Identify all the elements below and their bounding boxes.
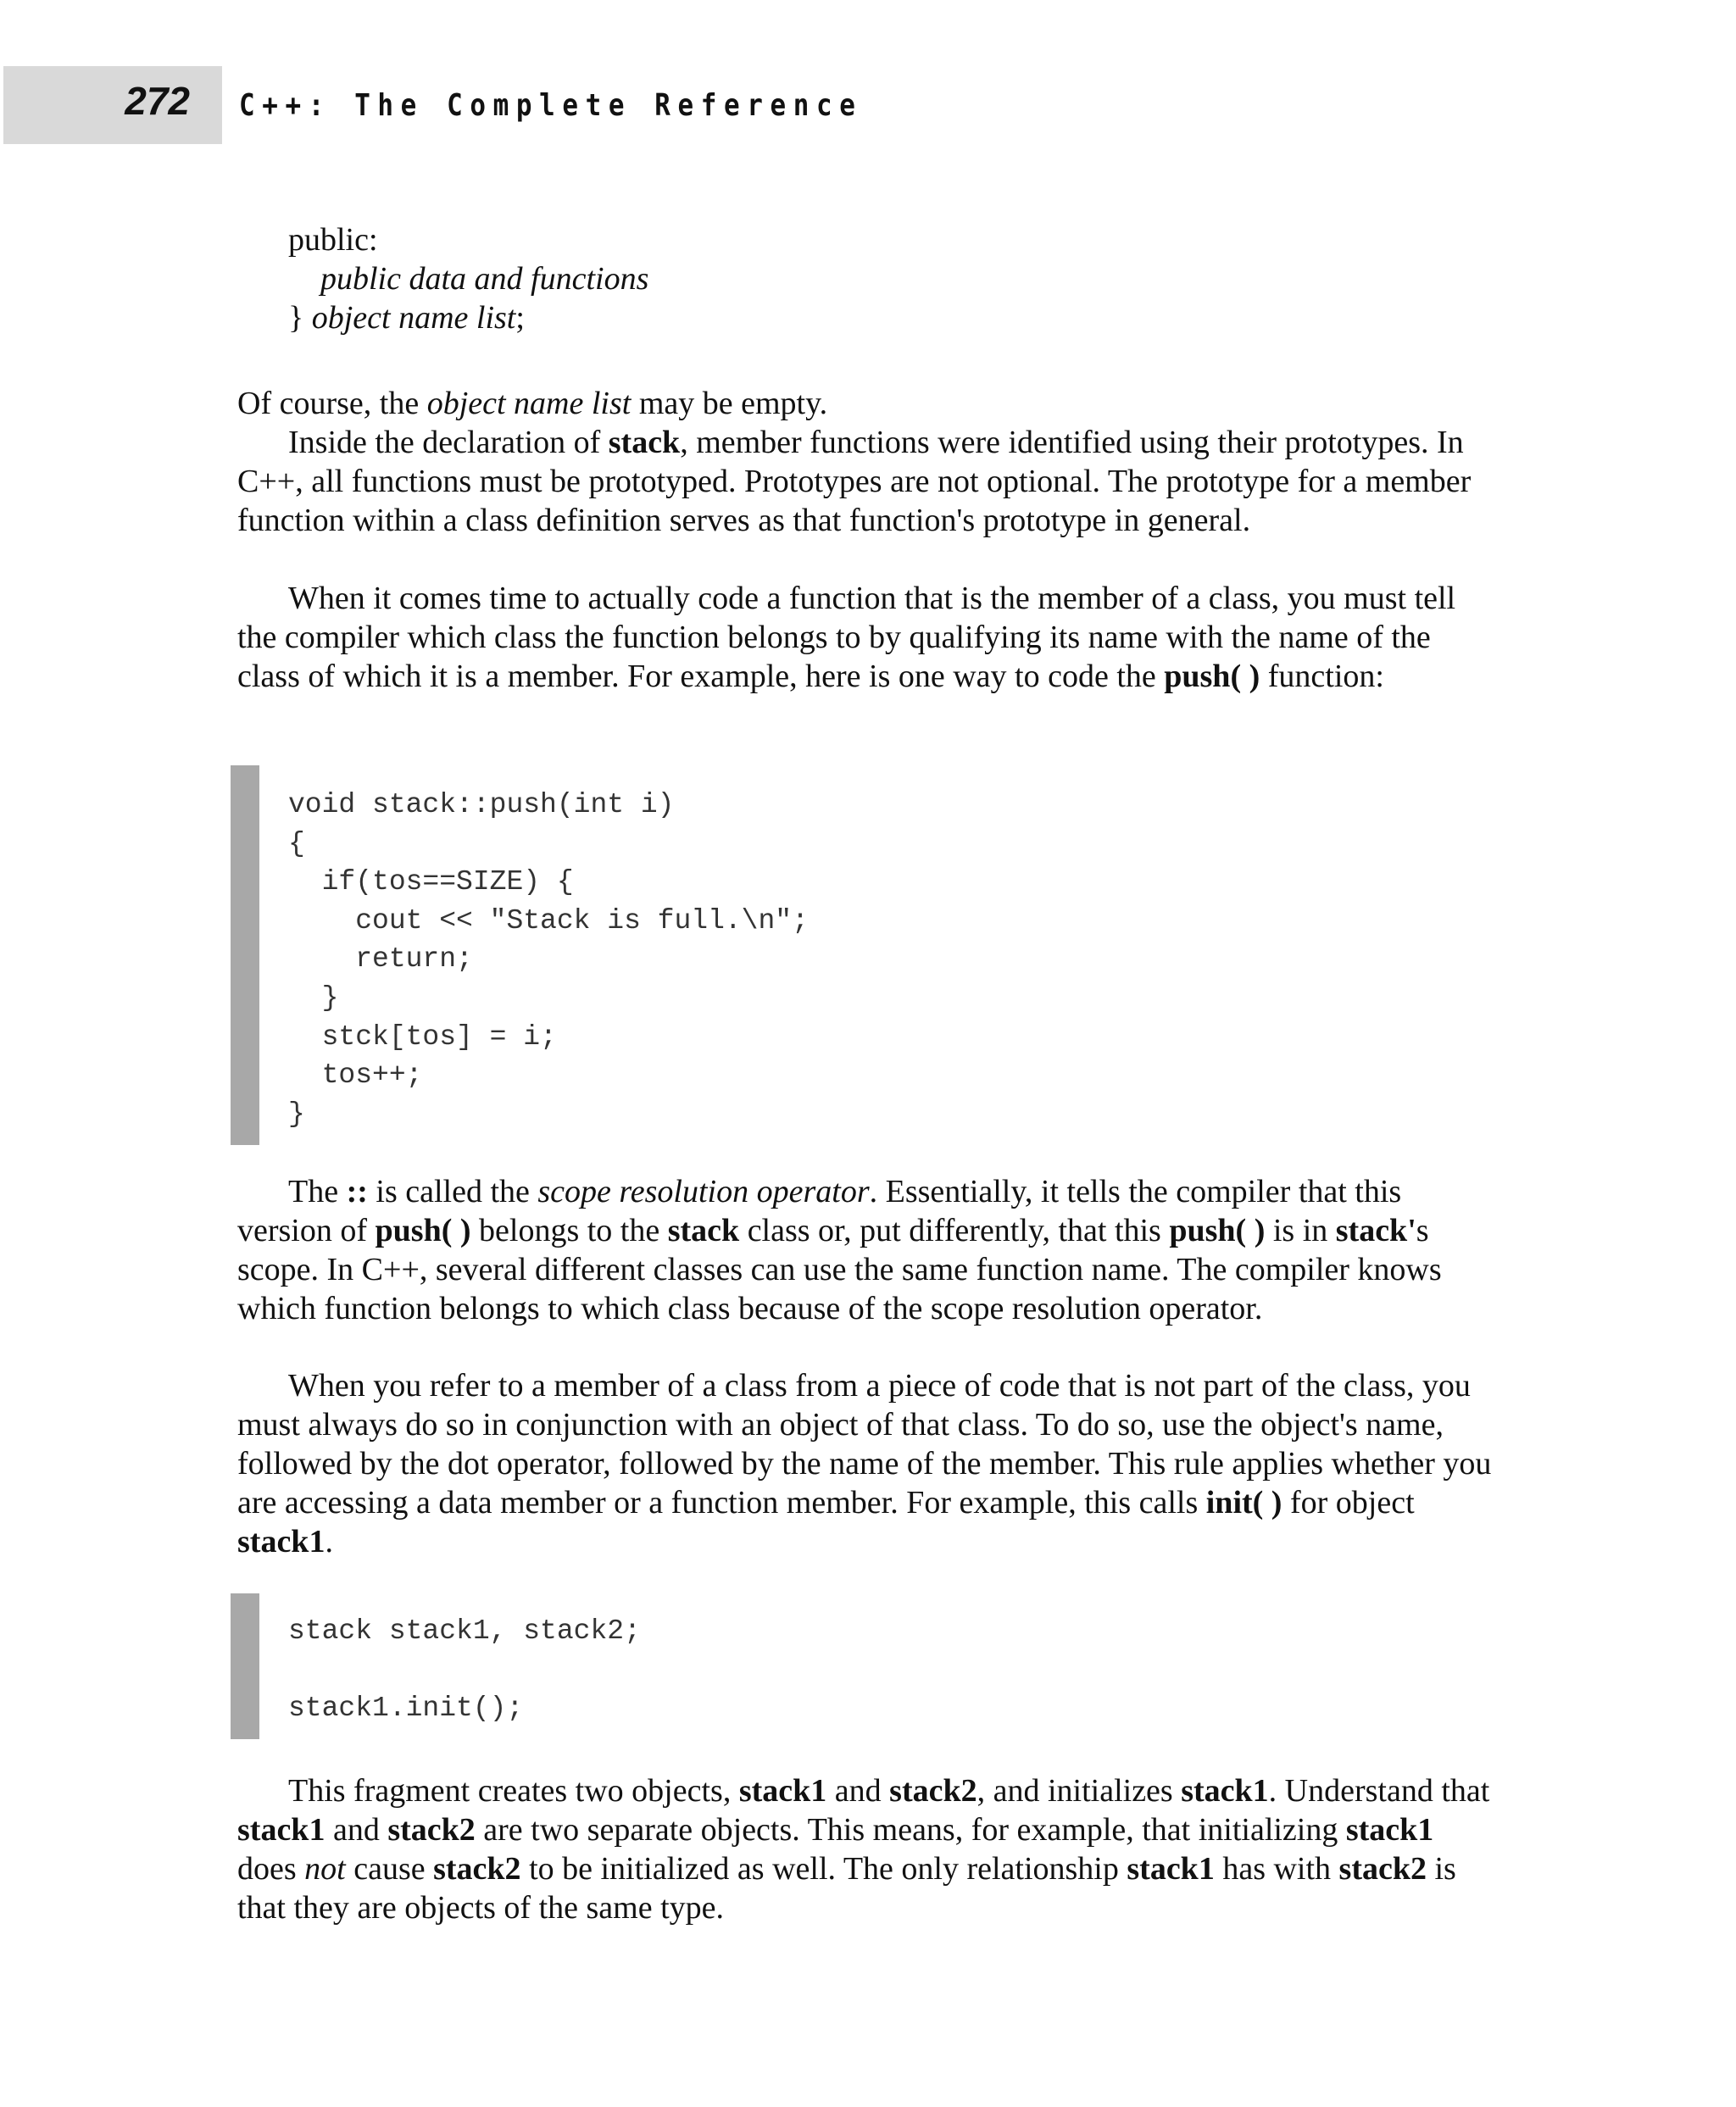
bold-text: stack2 <box>433 1851 521 1887</box>
syntax-brace: } <box>288 300 312 336</box>
text: Of course, the <box>237 386 427 421</box>
syntax-italic: object name list <box>311 300 516 336</box>
bold-text: stack2 <box>1338 1851 1427 1887</box>
paragraph-1 <box>237 384 1500 423</box>
text: cause <box>345 1851 434 1887</box>
text: When it comes time to actually code a function that is the member of a class, you must tell the compiler which class the function belongs to by qualifying its name with the name of the class of which it is a member. For example, here is one way to code the <box>237 581 1456 694</box>
bold-text: stack <box>667 1213 740 1248</box>
bold-text: push( ) <box>1169 1213 1266 1248</box>
bold-text: stack1 <box>1345 1812 1434 1848</box>
bold-text: stack <box>608 425 681 460</box>
bold-text: push( ) <box>375 1213 471 1248</box>
paragraph-3 <box>237 579 1500 696</box>
text: class or, put differently, that this <box>739 1213 1170 1248</box>
text: . <box>325 1524 333 1559</box>
code-text <box>288 786 809 1133</box>
text: Inside the declaration of <box>288 425 609 460</box>
text: . Essentially, it tells the compiler that this version of <box>237 1174 1402 1248</box>
bold-text: stack' <box>1335 1213 1416 1248</box>
text: and <box>826 1773 890 1809</box>
bold-text: stack1 <box>237 1524 326 1559</box>
italic-text: not <box>304 1851 346 1887</box>
text: are two separate objects. This means, for example, that initializing <box>475 1812 1346 1848</box>
text: When you refer to a member of a class from a piece of code that is not part of the class, you must always do so in conjunction with an object of that class. To do so, use the object's name, followed by the dot operator, followed by the name of the member. This rule applies whether you are accessing a data member or a function member. For example, this calls <box>237 1368 1492 1520</box>
running-head: C++: The Complete Reference <box>239 88 863 123</box>
page-number-box <box>3 66 222 144</box>
syntax-end: ; <box>515 300 525 336</box>
code-line: cout << "Stack is full.\n"; <box>288 904 809 937</box>
paragraph-4 <box>237 1172 1500 1328</box>
text: has with <box>1214 1851 1339 1887</box>
code-bar <box>231 1593 259 1739</box>
bold-text: stack1 <box>237 1812 326 1848</box>
code-line: if(tos==SIZE) { <box>288 866 574 898</box>
text: may be empty. <box>631 386 828 421</box>
text: and <box>325 1812 388 1848</box>
paragraph-2 <box>237 423 1500 540</box>
code-line: return; <box>288 943 473 976</box>
paragraph-5 <box>237 1366 1500 1561</box>
bold-text: init( ) <box>1205 1485 1283 1520</box>
bold-text: :: <box>346 1174 368 1209</box>
text: function: <box>1260 659 1384 694</box>
code-line: stck[tos] = i; <box>288 1020 557 1053</box>
bold-text: stack1 <box>1127 1851 1215 1887</box>
bold-text: stack2 <box>387 1812 476 1848</box>
code-block-stack-init <box>231 1593 993 1739</box>
code-line: void stack::push(int i) <box>288 789 675 820</box>
code-line: tos++; <box>288 1059 423 1092</box>
text: is that they are objects of the same type. <box>237 1851 1456 1926</box>
italic-text: scope resolution operator <box>537 1174 870 1209</box>
text: for object <box>1282 1485 1415 1520</box>
code-line: } <box>288 1098 305 1130</box>
italic-text: object name list <box>426 386 632 421</box>
code-text <box>288 1612 641 1728</box>
text: , and initializes <box>976 1773 1182 1809</box>
code-line: { <box>288 827 305 859</box>
bold-text: stack2 <box>889 1773 977 1809</box>
page-number: 272 <box>125 79 190 123</box>
code-block-push <box>231 765 993 1145</box>
text: is called the <box>367 1174 538 1209</box>
text: s scope. In C++, several different classes can use the same function name. The compiler knows which function belongs to which class because of the scope resolution operator. <box>237 1213 1442 1326</box>
paragraph-6 <box>237 1771 1500 1927</box>
code-line: stack stack1, stack2; <box>288 1615 641 1647</box>
text: belongs to the <box>470 1213 668 1248</box>
syntax-line: public: <box>288 222 378 258</box>
syntax-block <box>288 220 648 337</box>
bold-text: stack1 <box>1181 1773 1269 1809</box>
code-line: } <box>288 981 339 1014</box>
syntax-line: public data and functions <box>320 261 649 297</box>
bold-text: push( ) <box>1164 659 1260 694</box>
text: does <box>237 1851 305 1887</box>
text: This fragment creates two objects, <box>288 1773 739 1809</box>
bold-text: stack1 <box>738 1773 827 1809</box>
text: , member functions were identified using their prototypes. In C++, all functions must be prototyped. Prototypes are not optional. The prototype for a member function within a class definition serves as that function's prototype in general. <box>237 425 1472 538</box>
syntax-line <box>288 298 648 337</box>
text: The <box>288 1174 347 1209</box>
code-bar <box>231 765 259 1145</box>
text: is in <box>1265 1213 1336 1248</box>
text: . Understand that <box>1268 1773 1490 1809</box>
code-line: stack1.init(); <box>288 1693 524 1725</box>
text: to be initialized as well. The only relationship <box>520 1851 1127 1887</box>
